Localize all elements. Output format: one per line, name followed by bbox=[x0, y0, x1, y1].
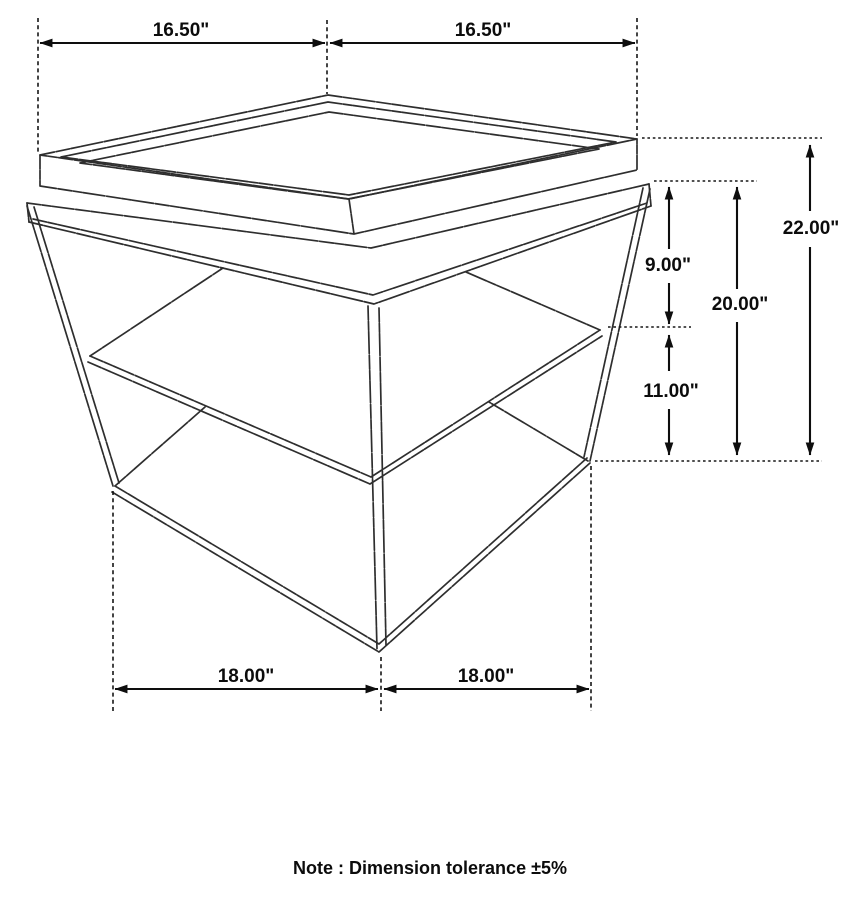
right-leg bbox=[584, 188, 650, 461]
tolerance-note: Note : Dimension tolerance ±5% bbox=[293, 858, 567, 878]
dim-label-top-width-left: 16.50" bbox=[152, 20, 210, 41]
dim-label-frame-height: 20.00" bbox=[711, 294, 769, 315]
base-frame-back-edges bbox=[115, 402, 588, 486]
apron-bottom-edge-outer bbox=[29, 206, 651, 304]
shelf-back-edges bbox=[90, 268, 600, 356]
dim-label-top-to-shelf: 9.00" bbox=[645, 255, 691, 276]
dim-label-shelf-to-floor: 11.00" bbox=[643, 381, 699, 402]
tray-floor bbox=[80, 112, 599, 199]
base-frame-front-edges bbox=[112, 458, 590, 652]
leader-lines bbox=[595, 138, 822, 461]
tray-outer-rim bbox=[40, 95, 637, 199]
tray-inner-rim bbox=[61, 102, 616, 195]
shelf-front-edges bbox=[88, 330, 602, 484]
table-line-drawing bbox=[27, 95, 651, 652]
apron-bottom-edge-inner bbox=[33, 203, 647, 295]
apron-corner-edges bbox=[27, 184, 651, 222]
dim-label-base-depth-right: 18.00" bbox=[457, 666, 515, 687]
dim-label-base-depth-left: 18.00" bbox=[217, 666, 275, 687]
dim-label-top-width-right: 16.50" bbox=[454, 20, 512, 41]
dim-label-overall-height: 22.00" bbox=[782, 218, 840, 239]
dimension-lines bbox=[40, 43, 810, 689]
